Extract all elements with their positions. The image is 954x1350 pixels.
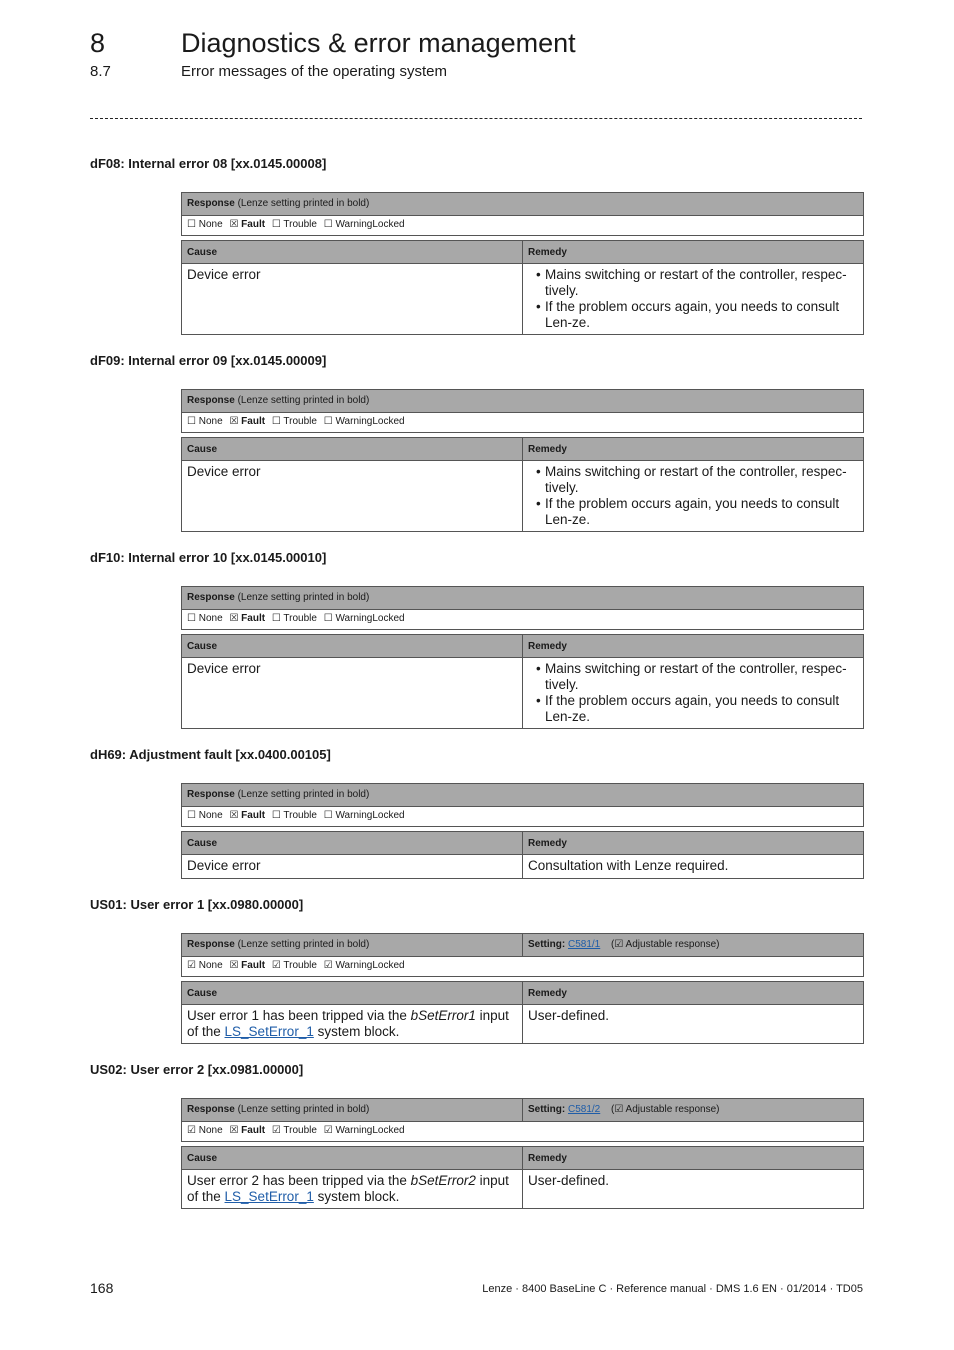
setting-link[interactable]: C581/1 xyxy=(568,939,601,950)
response-options xyxy=(182,1122,863,1141)
response-options xyxy=(182,807,863,826)
remedy-header: Remedy xyxy=(528,444,567,455)
signal-name: bSetError2 xyxy=(410,1173,476,1188)
cause-cell: Device error xyxy=(182,658,523,728)
chapter-number: 8 xyxy=(90,28,106,58)
cause-remedy-table xyxy=(181,831,864,879)
error-heading: dF09: Internal error 09 [xx.0145.00009] xyxy=(90,353,327,368)
option-warninglocked: ☐ WarningLocked xyxy=(323,219,405,230)
adjustable-response: (☑ Adjustable response) xyxy=(611,1104,720,1115)
option-warninglocked: ☐ WarningLocked xyxy=(323,613,405,624)
remedy-item: • Mains switching or restart of the controller, respec-tively. xyxy=(528,661,858,693)
cause-cell: Device error xyxy=(182,461,523,531)
cause-text: User error 1 has been tripped via the xyxy=(187,1008,411,1023)
setting-label: Setting: xyxy=(528,1104,566,1115)
cause-text: system block. xyxy=(313,1024,400,1039)
chapter-title: Diagnostics & error management xyxy=(181,28,576,58)
response-note: (Lenze setting printed in bold) xyxy=(234,198,370,209)
response-label: Response xyxy=(187,198,235,209)
option-none: ☐ None xyxy=(187,416,223,427)
cause-cell xyxy=(182,1005,523,1043)
response-table xyxy=(181,192,864,236)
cause-cell: Device error xyxy=(182,855,523,878)
option-none: ☐ None xyxy=(187,219,223,230)
adjustable-response: (☑ Adjustable response) xyxy=(611,939,720,950)
remedy-item: • Mains switching or restart of the controller, respec-tively. xyxy=(528,267,858,299)
system-block-link[interactable]: LS_SetError_1 xyxy=(224,1189,314,1204)
section-title: Error messages of the operating system xyxy=(181,63,447,80)
remedy-cell: Consultation with Lenze required. xyxy=(528,858,729,873)
option-fault: ☒ Fault xyxy=(229,219,266,230)
error-section-us02 xyxy=(90,1062,864,1204)
error-heading: dF10: Internal error 10 [xx.0145.00010] xyxy=(90,550,327,565)
option-trouble: ☐ Trouble xyxy=(271,219,317,230)
response-table xyxy=(181,933,864,977)
cause-cell xyxy=(182,1170,523,1208)
remedy-cell xyxy=(523,658,863,728)
response-table xyxy=(181,783,864,827)
option-warninglocked: ☐ WarningLocked xyxy=(323,416,405,427)
cause-remedy-table xyxy=(181,981,864,1044)
remedy-cell: User-defined. xyxy=(528,1173,610,1188)
cause-header: Cause xyxy=(182,635,523,657)
response-label: Response xyxy=(187,789,235,800)
cause-text: input of the xyxy=(187,1173,509,1204)
response-table xyxy=(181,389,864,433)
response-label: Response xyxy=(187,1104,235,1115)
response-label: Response xyxy=(187,939,235,950)
cause-text: User error 2 has been tripped via the xyxy=(187,1173,411,1188)
cause-header: Cause xyxy=(182,241,523,263)
system-block-link[interactable]: LS_SetError_1 xyxy=(224,1024,314,1039)
remedy-item: • If the problem occurs again, you needs to consult Len-ze. xyxy=(528,693,858,725)
header-divider xyxy=(90,118,862,119)
section-number: 8.7 xyxy=(90,63,111,80)
page-number: 168 xyxy=(90,1280,114,1296)
document-info: Lenze · 8400 BaseLine C · Reference manual · DMS 1.6 EN · 01/2014 · TD05 xyxy=(482,1283,863,1295)
cause-text: input of the xyxy=(187,1008,509,1039)
remedy-cell xyxy=(523,461,863,531)
error-heading: dH69: Adjustment fault [xx.0400.00105] xyxy=(90,747,331,762)
error-section-dh69 xyxy=(90,747,864,873)
cause-remedy-table xyxy=(181,437,864,532)
response-note: (Lenze setting printed in bold) xyxy=(234,1104,370,1115)
error-heading: US02: User error 2 [xx.0981.00000] xyxy=(90,1062,304,1077)
remedy-item: • If the problem occurs again, you needs to consult Len-ze. xyxy=(528,496,858,528)
cause-header: Cause xyxy=(182,832,523,854)
cause-text: system block. xyxy=(313,1189,400,1204)
error-section-df09 xyxy=(90,353,864,527)
option-fault: ☒ Fault xyxy=(229,613,266,624)
option-fault: ☒ Fault xyxy=(229,416,266,427)
remedy-header: Remedy xyxy=(528,247,567,258)
cause-remedy-table xyxy=(181,1146,864,1209)
option-trouble: ☐ Trouble xyxy=(271,810,317,821)
error-section-df08 xyxy=(90,156,864,330)
error-heading: dF08: Internal error 08 [xx.0145.00008] xyxy=(90,156,327,171)
remedy-item: • Mains switching or restart of the controller, respec-tively. xyxy=(528,464,858,496)
response-label: Response xyxy=(187,395,235,406)
response-options xyxy=(182,957,863,976)
option-none: ☑ None xyxy=(187,960,223,971)
error-heading: US01: User error 1 [xx.0980.00000] xyxy=(90,897,304,912)
setting-cell xyxy=(523,1099,725,1121)
option-trouble: ☑ Trouble xyxy=(271,1125,317,1136)
remedy-cell: User-defined. xyxy=(528,1008,610,1023)
response-options xyxy=(182,610,863,629)
response-note: (Lenze setting printed in bold) xyxy=(234,592,370,603)
option-none: ☐ None xyxy=(187,810,223,821)
option-none: ☐ None xyxy=(187,613,223,624)
option-fault: ☒ Fault xyxy=(229,960,266,971)
cause-header: Cause xyxy=(182,438,523,460)
error-section-df10 xyxy=(90,550,864,724)
option-none: ☑ None xyxy=(187,1125,223,1136)
setting-cell xyxy=(523,934,725,956)
signal-name: bSetError1 xyxy=(410,1008,476,1023)
response-note: (Lenze setting printed in bold) xyxy=(234,939,370,950)
option-warninglocked: ☑ WarningLocked xyxy=(323,1125,405,1136)
cause-remedy-table xyxy=(181,634,864,729)
response-note: (Lenze setting printed in bold) xyxy=(234,395,370,406)
error-section-us01 xyxy=(90,897,864,1039)
response-table xyxy=(181,586,864,630)
remedy-cell xyxy=(523,264,863,334)
cause-remedy-table xyxy=(181,240,864,335)
cause-cell: Device error xyxy=(182,264,523,334)
remedy-header: Remedy xyxy=(528,1153,567,1164)
remedy-header: Remedy xyxy=(528,988,567,999)
response-note: (Lenze setting printed in bold) xyxy=(234,789,370,800)
response-options xyxy=(182,413,863,432)
cause-header: Cause xyxy=(182,1147,523,1169)
option-fault: ☒ Fault xyxy=(229,810,266,821)
option-trouble: ☐ Trouble xyxy=(271,416,317,427)
option-warninglocked: ☐ WarningLocked xyxy=(323,810,405,821)
response-label: Response xyxy=(187,592,235,603)
option-trouble: ☐ Trouble xyxy=(271,613,317,624)
option-warninglocked: ☑ WarningLocked xyxy=(323,960,405,971)
response-options xyxy=(182,216,863,235)
option-fault: ☒ Fault xyxy=(229,1125,266,1136)
setting-link[interactable]: C581/2 xyxy=(568,1104,601,1115)
response-table xyxy=(181,1098,864,1142)
response-header xyxy=(182,193,863,216)
remedy-header: Remedy xyxy=(528,838,567,849)
setting-label: Setting: xyxy=(528,939,566,950)
remedy-header: Remedy xyxy=(528,641,567,652)
remedy-item: • If the problem occurs again, you needs to consult Len-ze. xyxy=(528,299,858,331)
option-trouble: ☑ Trouble xyxy=(271,960,317,971)
cause-header: Cause xyxy=(182,982,523,1004)
